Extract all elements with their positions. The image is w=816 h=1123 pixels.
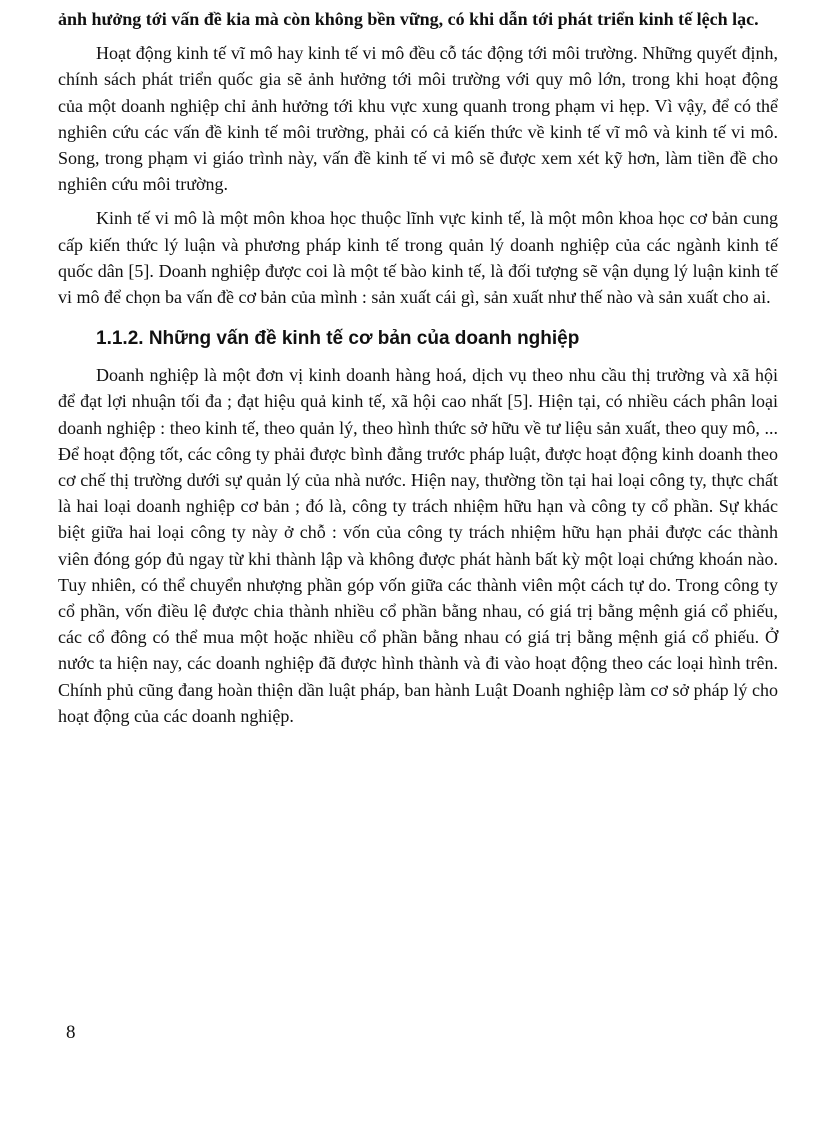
page-number: 8 xyxy=(66,1022,76,1043)
paragraph-macro-micro: Hoạt động kinh tế vĩ mô hay kinh tế vi mô đều cỗ tác động tới môi trường. Những quyết định, chính sách phát triển quốc gia sẽ ảnh hưởng tới môi trường với quy mô lớn, trong khi hoạt động của một doanh nghiệp chỉ ảnh hưởng tới khu vực xung quanh trong phạm vi hẹp. Vì vậy, để có thể nghiên cứu các vấn đề kinh tế môi trường, phải có cả kiến thức về kinh tế vĩ mô và kinh tế vi mô. Song, trong phạm vi giáo trình này, vấn đề kinh tế vi mô sẽ được xem xét kỹ hơn, làm tiền đề cho nghiên cứu môi trường. xyxy=(58,43,778,195)
section-heading: 1.1.2. Những vấn đề kinh tế cơ bản của doanh nghiệp xyxy=(96,328,580,350)
page-body xyxy=(58,6,778,737)
paragraph-enterprise: Doanh nghiệp là một đơn vị kinh doanh hàng hoá, dịch vụ theo nhu cầu thị trường và xã hội để đạt lợi nhuận tối đa ; đạt hiệu quả kinh tế, xã hội cao nhất [5]. Hiện tại, có nhiều cách phân loại doanh nghiệp : theo kinh tế, theo quản lý, theo hình thức sở hữu về tư liệu sản xuất, theo quy mô, ... Để hoạt động tốt, các công ty phải được bình đẳng trước pháp luật, được hoạt động kinh doanh theo cơ chế thị trường dưới sự quản lý của nhà nước. Hiện nay, thường tồn tại hai loại công ty, thực chất là hai loại doanh nghiệp cơ bản ; đó là, công ty trách nhiệm hữu hạn và công ty cổ phần. Sự khác biệt giữa hai loại công ty này ở chỗ : vốn của công ty trách nhiệm hữu hạn phải được các thành viên đóng góp đủ ngay từ khi thành lập và không được phát hành bất kỳ một loại chứng khoán nào. Tuy nhiên, có thể chuyển nhượng phần góp vốn giữa các thành viên một cách tự do. Trong công ty cổ phần, vốn điều lệ được chia thành nhiều cổ phần bằng nhau, có giá trị bằng mệnh giá cổ phiếu, các cổ đông có thể mua một hoặc nhiều cổ phần bằng nhau có giá trị bằng mệnh giá cổ phiếu. Ở nước ta hiện nay, các doanh nghiệp đã được hình thành và đi vào hoạt động theo các loại hình trên. Chính phủ cũng đang hoàn thiện dần luật pháp, ban hành Luật Doanh nghiệp làm cơ sở pháp lý cho hoạt động của các doanh nghiệp. xyxy=(58,365,778,726)
continued-paragraph: ảnh hưởng tới vấn đề kia mà còn không bền vững, có khi dẫn tới phát triển kinh tế lệch lạc. xyxy=(58,9,759,29)
paragraph-microeconomics: Kinh tế vi mô là một môn khoa học thuộc lĩnh vực kinh tế, là một môn khoa học cơ bản cung cấp kiến thức lý luận và phương pháp kinh tế trong quản lý doanh nghiệp của các ngành kinh tế quốc dân [5]. Doanh nghiệp được coi là một tế bào kinh tế, là đối tượng sẽ vận dụng lý luận kinh tế vi mô để chọn ba vấn đề cơ bản của mình : sản xuất cái gì, sản xuất như thế nào và sản xuất cho ai. xyxy=(58,208,778,308)
